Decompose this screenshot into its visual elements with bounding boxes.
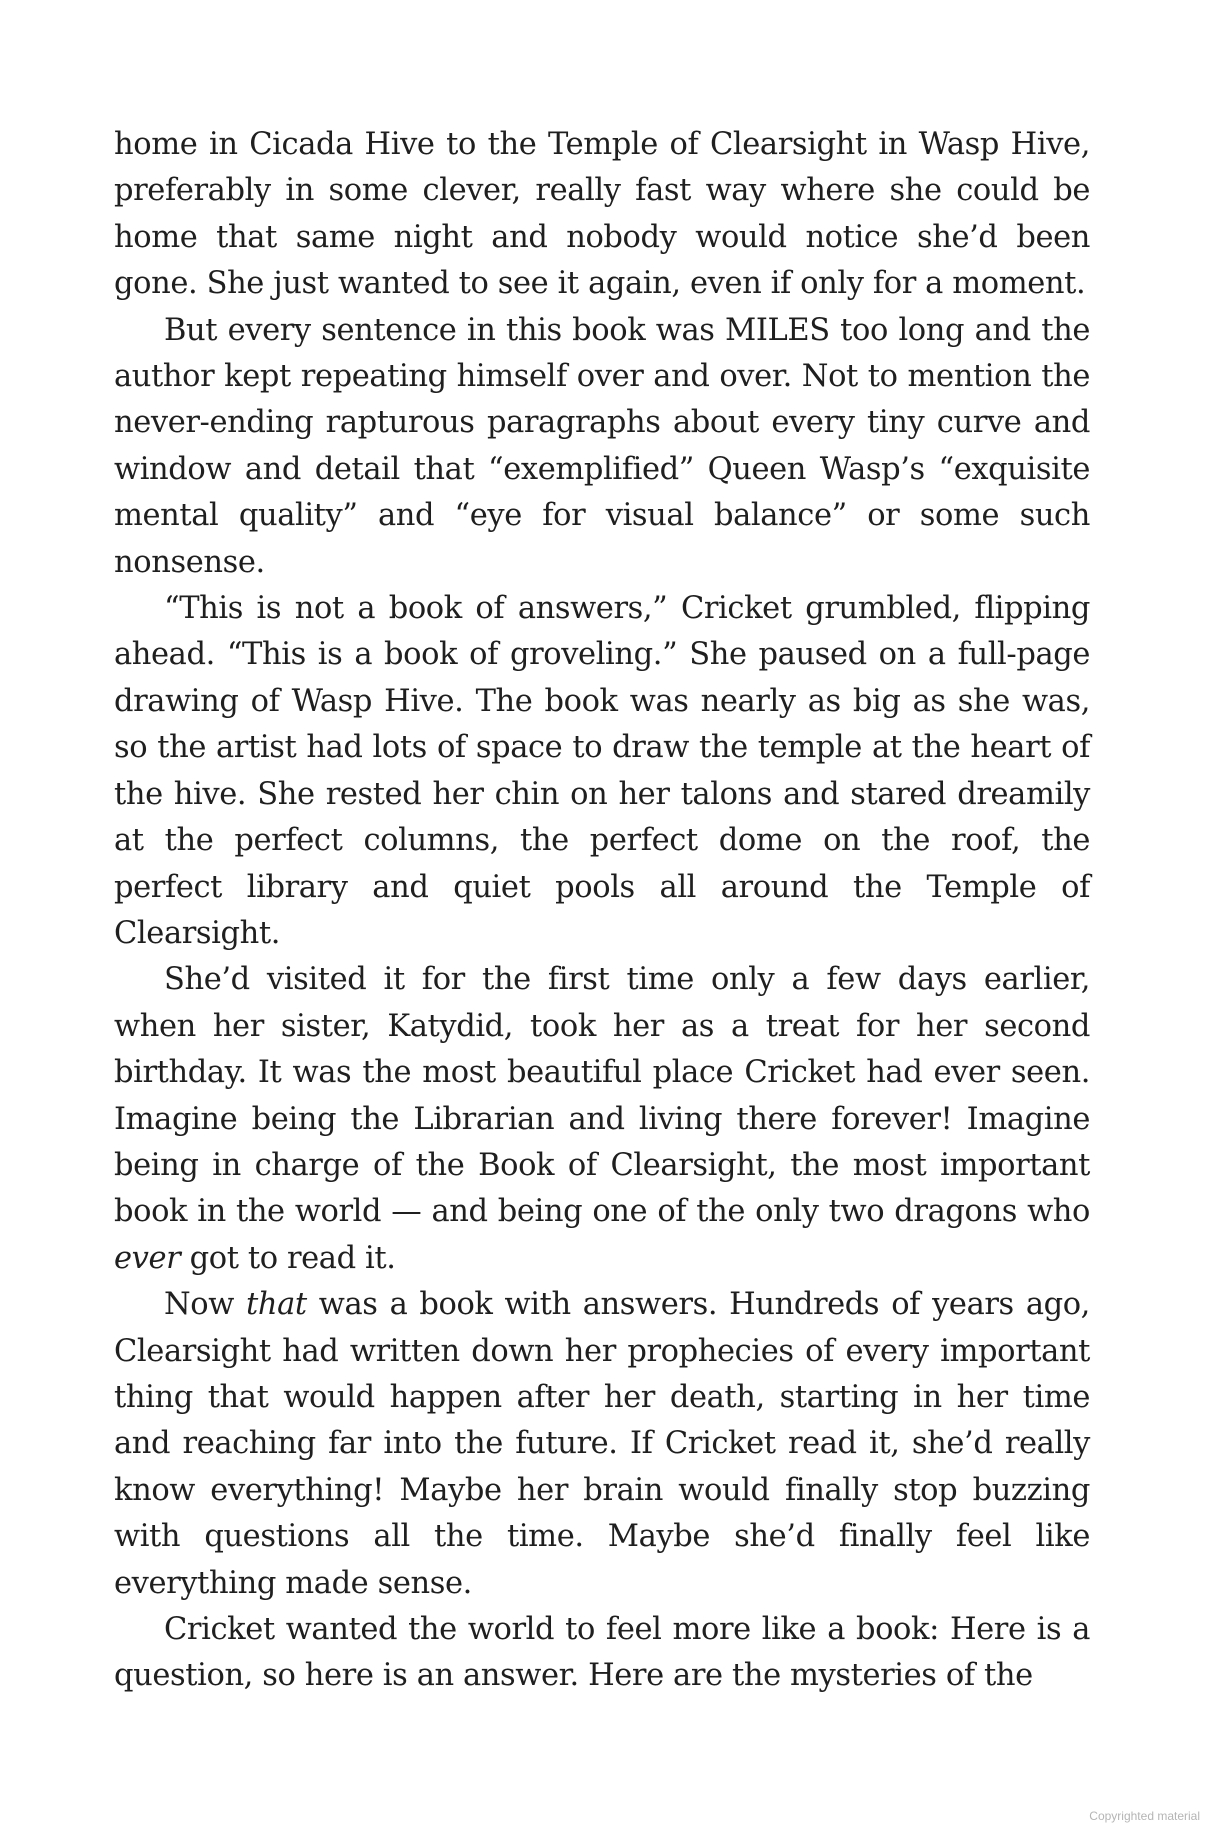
paragraph-text: was a book with answers. Hundreds of years ago, Clearsight had written down her prophecies of every important thing that would happen after her death, starting in her time and reaching far into the future. If Cricket read it, she’d really know everything! Maybe her brain would finally stop buzzing with questions all the time. Maybe she’d finally feel like everything made sense. — [114, 1287, 1090, 1601]
emphasized-text: that — [246, 1287, 307, 1323]
paragraph — [114, 586, 1090, 957]
paragraph-text: Now — [164, 1287, 246, 1323]
copyright-watermark: Copyrighted material — [1089, 1809, 1200, 1823]
paragraph-text: got to read it. — [180, 1240, 396, 1276]
paragraph — [114, 1282, 1090, 1607]
paragraph-text: Cricket wanted the world to feel more like a book: Here is a question, so here is an answer. Here are the mysteries of the — [114, 1612, 1090, 1694]
paragraph-text: home in Cicada Hive to the Temple of Clearsight in Wasp Hive, preferably in some clever, really fast way where she could be home that same night and nobody would notice she’d been gone. She just wanted to see it again, even if only for a moment. — [114, 127, 1090, 302]
paragraph — [114, 957, 1090, 1282]
emphasized-text: ever — [114, 1240, 181, 1276]
paragraph — [114, 308, 1090, 586]
paragraph-text: She’d visited it for the first time only a few days earlier, when her sister, Katydid, took her as a treat for her second birthday. It was the most beautiful place Cricket had ever seen. Imagine being the Librarian and living there forever! Imagine being in charge of the Book of Clearsight, the most important book in the world — and being one of the only two dragons who — [114, 962, 1090, 1230]
paragraph — [114, 122, 1090, 308]
paragraph — [114, 1607, 1090, 1700]
paragraph-text: But every sentence in this book was MILES too long and the author kept repeating himself over and over. Not to mention the never-ending rapturous paragraphs about every tiny curve and window and detail that “exemplified” Queen Wasp’s “exquisite mental quality” and “eye for visual balance” or some such nonsense. — [114, 312, 1090, 580]
paragraph-text: “This is not a book of answers,” Cricket grumbled, flipping ahead. “This is a book of groveling.” She paused on a full-page drawing of Wasp Hive. The book was nearly as big as she was, so the artist had lots of space to draw the temple at the heart of the hive. She rested her chin on her talons and stared dreamily at the perfect columns, the perfect dome on the roof, the perfect library and quiet pools all around the Temple of Clearsight. — [114, 591, 1090, 951]
page-body — [114, 122, 1090, 1700]
